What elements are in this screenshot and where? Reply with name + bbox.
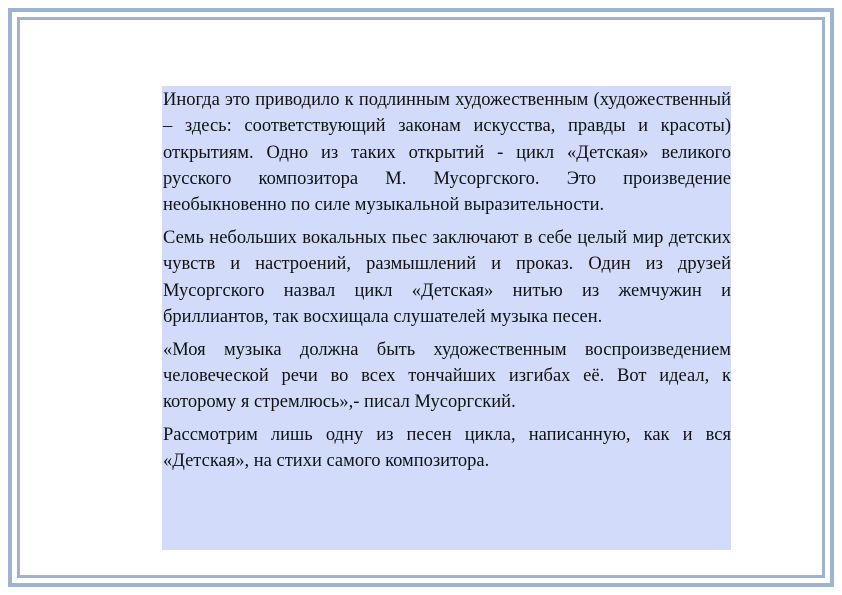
paragraph-4: Рассмотрим лишь одну из песен цикла, написанную, как и вся «Детская», на стихи самого композитора. (163, 425, 731, 472)
paragraph-3: «Моя музыка должна быть художественным воспроизведением человеческой речи во всех тончайших изгибах её. Вот идеал, к которому я стремлюсь»,- писал Мусоргский. (163, 339, 731, 413)
text-block (162, 86, 731, 550)
paragraph-1: Иногда это приводило к подлинным художественным (художественный – здесь: соответствующий законам искусства, правды и красоты) открытиям. Одно из таких открытий - цикл «Детская» великого русского композитора М. Мусоргского. Это произведение необыкновенно по силе музыкальной выразительности. (163, 90, 731, 216)
paragraph-2: Семь небольших вокальных пьес заключают в себе целый мир детских чувств и настроений, размышлений и проказ. Один из друзей Мусоргского назвал цикл «Детская» нитью из жемчужин и бриллиантов, так восхищала слушателей музыка песен. (163, 227, 731, 327)
